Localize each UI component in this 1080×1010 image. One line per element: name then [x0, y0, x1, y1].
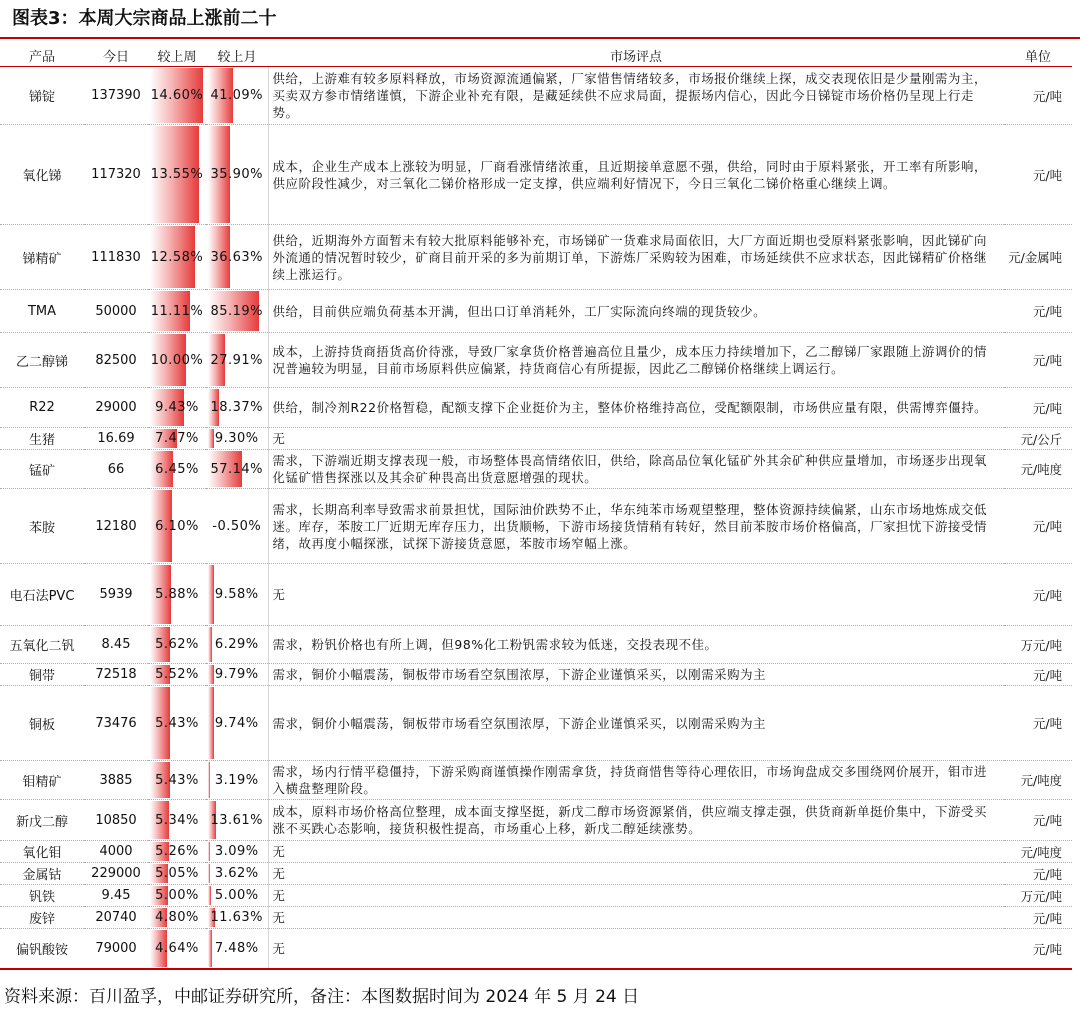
month-change-cell-value: 85.19%: [210, 303, 264, 319]
month-change-cell-value: 3.09%: [214, 844, 259, 859]
today-price-cell: 229000: [84, 863, 148, 885]
month-change-cell: [206, 67, 268, 125]
unit-cell: 元/吨: [1004, 290, 1072, 333]
market-comment-cell: 需求，铜价小幅震荡，铜板带市场看空氛围浓厚，下游企业谨慎采买，以刚需采购为主: [268, 664, 1004, 686]
today-price-cell: 3885: [84, 761, 148, 800]
market-comment-cell: 无: [268, 885, 1004, 907]
market-comment-cell: 需求，长期高利率导致需求前景担忧，国际油价跌势不止，华东纯苯市场观望整理，整体资源持续偏紧，山东市场地炼成交低迷。库存，苯胺工厂近期无库存压力，出货顺畅，下游市场接货情稍有转好，然目前苯胺市场价格偏高，厂家担忧下游接受情绪，故再度小幅探涨，试探下游接货意愿，苯胺市场窄幅上涨。: [268, 489, 1004, 564]
month-change-cell: [206, 290, 268, 333]
unit-cell: 元/吨: [1004, 333, 1072, 388]
today-price-cell: 5939: [84, 564, 148, 626]
table-row: [0, 564, 1072, 626]
week-change-cell-value: 5.34%: [155, 812, 199, 828]
month-change-cell-value: 6.29%: [214, 637, 259, 652]
table-row: [0, 428, 1072, 450]
week-change-cell-value: 5.88%: [155, 587, 199, 602]
unit-cell: 元/吨: [1004, 489, 1072, 564]
unit-cell: 元/吨: [1004, 907, 1072, 929]
product-cell: 苯胺: [0, 489, 84, 564]
market-comment-cell: 无: [268, 564, 1004, 626]
week-change-cell: [148, 761, 206, 800]
month-change-cell: [206, 489, 268, 564]
product-cell: 废锌: [0, 907, 84, 929]
week-change-cell-value: 4.80%: [155, 910, 199, 925]
unit-cell: 元/金属吨: [1004, 225, 1072, 290]
unit-cell: 元/吨度: [1004, 761, 1072, 800]
market-comment-cell: 无: [268, 907, 1004, 929]
today-price-cell: 82500: [84, 333, 148, 388]
week-change-cell-value: 5.00%: [155, 888, 199, 903]
month-change-cell-value: 9.79%: [214, 667, 259, 682]
week-change-cell-value: 12.58%: [150, 249, 204, 265]
week-change-cell-value: 5.05%: [155, 866, 199, 881]
today-price-cell: 73476: [84, 686, 148, 761]
product-cell: 新戊二醇: [0, 800, 84, 841]
market-comment-cell: 需求，下游端近期支撑表现一般，市场整体畏高情绪依旧，供给，除高品位氧化锰矿外其余矿种供应量增加，市场逐步出现氧化锰矿惜售探涨以及其余矿种畏高出货意愿增强的现状。: [268, 450, 1004, 489]
week-change-cell-value: 4.64%: [155, 941, 199, 956]
week-change-cell-value: 10.00%: [150, 352, 204, 368]
product-cell: 偏钒酸铵: [0, 929, 84, 969]
week-change-cell-value: 6.10%: [155, 518, 199, 534]
month-change-cell: [206, 761, 268, 800]
unit-cell: 元/吨: [1004, 664, 1072, 686]
unit-cell: 万元/吨: [1004, 626, 1072, 664]
market-comment-cell: 需求，铜价小幅震荡，铜板带市场看空氛围浓厚，下游企业谨慎采买，以刚需采购为主: [268, 686, 1004, 761]
month-change-cell-value: 13.61%: [210, 812, 264, 828]
header-month: 较上月: [206, 44, 268, 67]
unit-cell: 元/吨: [1004, 800, 1072, 841]
week-change-cell: [148, 290, 206, 333]
month-change-cell: [206, 626, 268, 664]
market-comment-cell: 需求，场内行情平稳僵持，下游采购商谨慎操作刚需拿货，持货商惜售等待心理依旧，市场询盘成交多围绕网价展开，钼市进入横盘整理阶段。: [268, 761, 1004, 800]
product-cell: 生猪: [0, 428, 84, 450]
today-price-cell: 117320: [84, 125, 148, 225]
today-price-cell: 20740: [84, 907, 148, 929]
week-change-cell: [148, 686, 206, 761]
month-change-cell-value: 57.14%: [210, 461, 264, 477]
header-row: [0, 44, 1072, 67]
week-change-cell: [148, 564, 206, 626]
product-cell: 氧化锑: [0, 125, 84, 225]
week-change-cell: [148, 388, 206, 428]
month-change-cell: [206, 863, 268, 885]
today-price-cell: 29000: [84, 388, 148, 428]
market-comment-cell: 无: [268, 428, 1004, 450]
table-row: [0, 489, 1072, 564]
table-row: [0, 626, 1072, 664]
today-price-cell: 10850: [84, 800, 148, 841]
month-change-cell: [206, 885, 268, 907]
week-change-cell: [148, 800, 206, 841]
unit-cell: 元/吨: [1004, 67, 1072, 125]
week-change-cell: [148, 929, 206, 969]
week-change-cell-value: 7.47%: [155, 431, 199, 446]
week-change-cell: [148, 885, 206, 907]
week-change-cell: [148, 626, 206, 664]
month-change-cell-value: 9.74%: [214, 715, 259, 731]
product-cell: R22: [0, 388, 84, 428]
week-change-cell: [148, 907, 206, 929]
market-comment-cell: 无: [268, 929, 1004, 969]
today-price-cell: 79000: [84, 929, 148, 969]
month-change-cell-value: 11.63%: [210, 910, 264, 925]
chart-title: 图表3：本周大宗商品上涨前二十: [12, 8, 277, 29]
month-change-cell: [206, 907, 268, 929]
product-cell: 氧化钼: [0, 841, 84, 863]
unit-cell: 元/吨: [1004, 863, 1072, 885]
today-price-cell: 16.69: [84, 428, 148, 450]
week-change-cell: [148, 863, 206, 885]
week-change-cell: [148, 333, 206, 388]
market-comment-cell: 无: [268, 863, 1004, 885]
bottom-divider: [0, 968, 1072, 970]
month-change-cell: [206, 841, 268, 863]
table-row: [0, 800, 1072, 841]
today-price-cell: 8.45: [84, 626, 148, 664]
product-cell: 铜带: [0, 664, 84, 686]
unit-cell: 元/吨: [1004, 564, 1072, 626]
product-cell: 锑锭: [0, 67, 84, 125]
unit-cell: 元/吨: [1004, 686, 1072, 761]
commodity-table: [0, 44, 1072, 969]
market-comment-cell: 供给，近期海外方面暂未有较大批原料能够补充，市场锑矿一货难求局面依旧，大厂方面近期也受原料紧张影响，因此锑矿向外流通的情况暂时较少，矿商目前开采的多为前期订单，下游炼厂采购较为困难，市场延续供不应求状态，因此锑精矿价格继续上涨运行。: [268, 225, 1004, 290]
month-change-cell: [206, 388, 268, 428]
week-change-cell-value: 6.45%: [155, 461, 199, 477]
product-cell: 五氧化二钒: [0, 626, 84, 664]
month-change-cell-value: -0.50%: [212, 518, 262, 534]
week-change-cell-value: 13.55%: [150, 167, 204, 182]
header-comment: 市场评点: [268, 44, 1004, 67]
product-cell: 锰矿: [0, 450, 84, 489]
month-change-cell: [206, 225, 268, 290]
month-change-cell-value: 27.91%: [210, 352, 264, 368]
month-change-cell: [206, 450, 268, 489]
week-change-cell-value: 9.43%: [155, 400, 199, 415]
week-change-cell: [148, 125, 206, 225]
month-change-cell: [206, 564, 268, 626]
month-change-cell-value: 5.00%: [214, 888, 259, 903]
title-divider: [0, 37, 1080, 39]
week-change-cell: [148, 428, 206, 450]
month-change-cell: [206, 125, 268, 225]
week-change-cell: [148, 489, 206, 564]
month-change-cell-value: 7.48%: [214, 941, 259, 956]
today-price-cell: 12180: [84, 489, 148, 564]
month-change-cell: [206, 800, 268, 841]
table-row: [0, 841, 1072, 863]
today-price-cell: 111830: [84, 225, 148, 290]
week-change-cell-value: 5.43%: [155, 772, 199, 788]
table-row: [0, 388, 1072, 428]
week-change-cell: [148, 450, 206, 489]
month-change-cell: [206, 664, 268, 686]
table-row: [0, 885, 1072, 907]
market-comment-cell: 成本，企业生产成本上涨较为明显，厂商看涨情绪浓重，且近期接单意愿不强，供给，同时由于原料紧张，开工率有所影响，供应阶段性减少，对三氧化二锑价格形成一定支撑，供应端利好情况下，今日三氧化二锑价格重心继续上调。: [268, 125, 1004, 225]
table-row: [0, 863, 1072, 885]
month-change-cell-value: 41.09%: [210, 88, 264, 103]
table-row: [0, 929, 1072, 969]
month-change-cell-value: 18.37%: [210, 400, 264, 415]
unit-cell: 元/吨度: [1004, 450, 1072, 489]
month-change-cell: [206, 428, 268, 450]
table-row: [0, 664, 1072, 686]
market-comment-cell: 供给，目前供应端负荷基本开满，但出口订单消耗外，工厂实际流向终端的现货较少。: [268, 290, 1004, 333]
product-cell: 锑精矿: [0, 225, 84, 290]
month-change-cell-value: 9.58%: [214, 587, 259, 602]
table-body: [0, 67, 1072, 969]
week-change-cell-value: 5.52%: [155, 667, 199, 682]
header-today: 今日: [84, 44, 148, 67]
product-cell: 钒铁: [0, 885, 84, 907]
header-week: 较上周: [148, 44, 206, 67]
week-change-cell: [148, 664, 206, 686]
table-row: [0, 225, 1072, 290]
week-change-cell-value: 5.62%: [155, 637, 199, 652]
table-row: [0, 686, 1072, 761]
table-row: [0, 907, 1072, 929]
table-row: [0, 761, 1072, 800]
table-row: [0, 333, 1072, 388]
unit-cell: 元/吨: [1004, 388, 1072, 428]
today-price-cell: 137390: [84, 67, 148, 125]
week-change-cell: [148, 841, 206, 863]
month-change-cell-value: 36.63%: [210, 249, 264, 265]
unit-cell: 元/吨: [1004, 125, 1072, 225]
month-change-cell: [206, 929, 268, 969]
table-row: [0, 290, 1072, 333]
table-row: [0, 450, 1072, 489]
week-change-cell-value: 5.43%: [155, 715, 199, 731]
week-change-cell-value: 14.60%: [150, 88, 204, 103]
unit-cell: 元/吨: [1004, 929, 1072, 969]
market-comment-cell: 供给，制冷剂R22价格暂稳，配额支撑下企业挺价为主，整体价格维持高位，受配额限制，市场供应量有限，供需博弈僵持。: [268, 388, 1004, 428]
unit-cell: 元/吨度: [1004, 841, 1072, 863]
today-price-cell: 66: [84, 450, 148, 489]
today-price-cell: 4000: [84, 841, 148, 863]
source-note: 资料来源：百川盈孚，中邮证券研究所，备注：本图数据时间为 2024 年 5 月 24 日: [4, 987, 640, 1007]
month-change-cell-value: 3.62%: [214, 866, 259, 881]
week-change-cell-value: 5.26%: [155, 844, 199, 859]
month-change-cell-value: 3.19%: [214, 772, 259, 788]
product-cell: TMA: [0, 290, 84, 333]
month-change-cell-value: 35.90%: [210, 167, 264, 182]
today-price-cell: 72518: [84, 664, 148, 686]
product-cell: 乙二醇锑: [0, 333, 84, 388]
week-change-cell: [148, 225, 206, 290]
market-comment-cell: 成本，原料市场价格高位整理，成本面支撑坚挺，新戊二醇市场资源紧俏，供应端支撑走强，供货商新单挺价集中，下游受买涨不买跌心态影响，接货积极性提高，市场重心上移，新戊二醇延续涨势。: [268, 800, 1004, 841]
market-comment-cell: 供给，上游难有较多原料释放，市场资源流通偏紧，厂家惜售情绪较多，市场报价继续上探，成交表现依旧是少量刚需为主，买卖双方参市情绪谨慎，下游企业补充有限，是藏延续供不应求局面，提振场内信心，因此今日锑锭市场价格仍呈现上行走势。: [268, 67, 1004, 125]
market-comment-cell: 无: [268, 841, 1004, 863]
month-change-cell-value: 9.30%: [214, 431, 259, 446]
market-comment-cell: 需求，粉钒价格也有所上调，但98%化工粉钒需求较为低迷，交投表现不佳。: [268, 626, 1004, 664]
table-row: [0, 67, 1072, 125]
unit-cell: 万元/吨: [1004, 885, 1072, 907]
month-change-cell: [206, 686, 268, 761]
table-row: [0, 125, 1072, 225]
header-unit: 单位: [1004, 44, 1072, 67]
product-cell: 电石法PVC: [0, 564, 84, 626]
week-change-cell: [148, 67, 206, 125]
product-cell: 金属钴: [0, 863, 84, 885]
product-cell: 铜板: [0, 686, 84, 761]
market-comment-cell: 成本，上游持货商捂货高价待涨，导致厂家拿货价格普遍高位且量少，成本压力持续增加下，乙二醇锑厂家跟随上游调价的情况普遍较为明显，目前市场原料供应偏紧，持货商信心有所提振，因此乙二醇锑价格继续上调运行。: [268, 333, 1004, 388]
product-cell: 钼精矿: [0, 761, 84, 800]
header-product: 产品: [0, 44, 84, 67]
today-price-cell: 50000: [84, 290, 148, 333]
unit-cell: 元/公斤: [1004, 428, 1072, 450]
today-price-cell: 9.45: [84, 885, 148, 907]
week-change-cell-value: 11.11%: [150, 303, 204, 319]
month-change-cell: [206, 333, 268, 388]
